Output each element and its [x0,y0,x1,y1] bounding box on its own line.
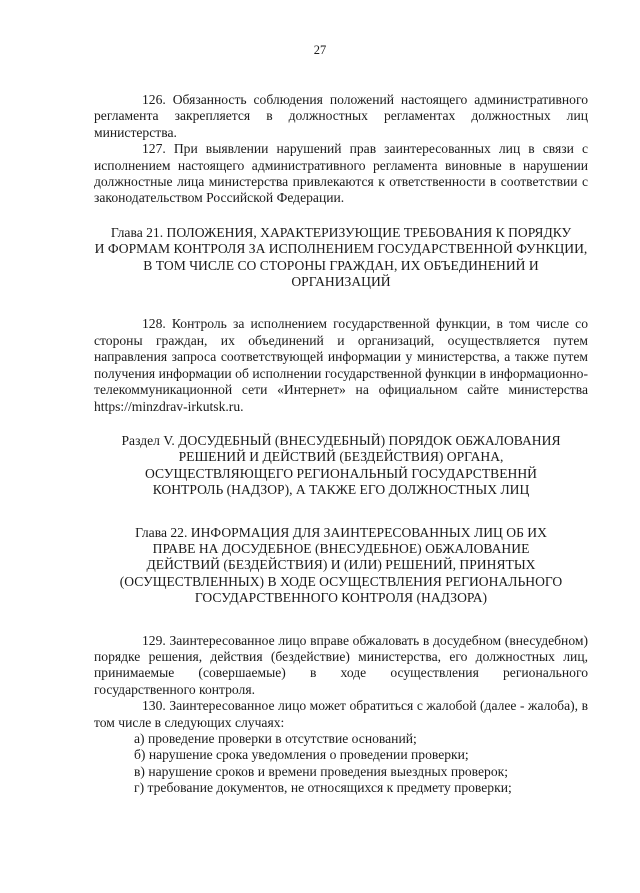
chapter-22-heading [94,525,588,607]
heading-line: ДЕЙСТВИЙ (БЕЗДЕЙСТВИЯ) И (ИЛИ) РЕШЕНИЙ, ПРИНЯТЫХ [146,557,536,573]
list-item: б) нарушение срока уведомления о проведении проверки; [134,747,469,763]
heading-line: (ОСУЩЕСТВЛЕННЫХ) В ХОДЕ ОСУЩЕСТВЛЕНИЯ РЕГИОНАЛЬНОГО [119,573,563,589]
section-5-heading [94,433,588,499]
paragraph-127: 127. При выявлении нарушений прав заинтересованных лиц в связи с исполнением настоящего административного регламента виновные в нарушении должностные лица министерства привлекаются к ответственности в соответствии с законодательством Российской Федерации. [94,141,588,206]
heading-line: Глава 21. ПОЛОЖЕНИЯ, ХАРАКТЕРИЗУЮЩИЕ ТРЕБОВАНИЯ К ПОРЯДКУ [110,224,572,240]
document-body [94,92,588,797]
paragraph-126: 126. Обязанность соблюдения положений настоящего административного регламента закрепляется в должностных регламентах должностных лиц министерства. [94,92,588,140]
paragraph-128: 128. Контроль за исполнением государственной функции, в том числе со стороны граждан, их объединений и организаций, осуществляется путем направления запроса соответствующей информации у министерства, а также путем получения информации об исполнении государственной функции в информационно-телекоммуникационной сети «Интернет» на официальном сайте министерства https://minzdrav-irkutsk.ru. [94,316,588,414]
page-number: 27 [313,43,327,57]
heading-line: Глава 22. ИНФОРМАЦИЯ ДЛЯ ЗАИНТЕРЕСОВАННЫХ ЛИЦ ОБ ИХ [135,524,547,540]
heading-line: ГОСУДАРСТВЕННОГО КОНТРОЛЯ (НАДЗОРА) [194,590,488,606]
heading-line: КОНТРОЛЬ (НАДЗОР), А ТАКЖЕ ЕГО ДОЛЖНОСТНЫХ ЛИЦ [152,482,530,498]
paragraph-130: 130. Заинтересованное лицо может обратиться с жалобой (далее - жалоба), в том числе в следующих случаях: [94,698,588,730]
heading-line: ПРАВЕ НА ДОСУДЕБНОЕ (ВНЕСУДЕБНОЕ) ОБЖАЛОВАНИЕ [152,540,530,556]
paragraph-129: 129. Заинтересованное лицо вправе обжаловать в досудебном (внесудебном) порядке решения, действия (бездействие) министерства, его должностных лиц, принимаемые (совершаемые) в ходе осуществления регионального государственного контроля. [94,632,588,697]
heading-line: И ФОРМАМ КОНТРОЛЯ ЗА ИСПОЛНЕНИЕМ ГОСУДАРСТВЕННОЙ ФУНКЦИИ, [94,241,588,257]
list-item: а) проведение проверки в отсутствие оснований; [134,731,417,746]
heading-line: В ТОМ ЧИСЛЕ СО СТОРОНЫ ГРАЖДАН, ИХ ОБЪЕДИНЕНИЙ И ОРГАНИЗАЦИЙ [143,257,539,290]
chapter-21-heading [94,225,588,291]
list-item: г) требование документов, не относящихся к предмету проверки; [134,780,512,796]
list-item: в) нарушение сроков и времени проведения выездных проверок; [134,763,509,779]
heading-line: Раздел V. ДОСУДЕБНЫЙ (ВНЕСУДЕБНЫЙ) ПОРЯДОК ОБЖАЛОВАНИЯ [121,432,561,448]
heading-line: ОСУЩЕСТВЛЯЮЩЕГО РЕГИОНАЛЬНЫЙ ГОСУДАРСТВЕННЙ [145,465,537,481]
heading-line: РЕШЕНИЙ И ДЕЙСТВИЙ (БЕЗДЕЙСТВИЯ) ОРГАНА, [178,449,504,465]
